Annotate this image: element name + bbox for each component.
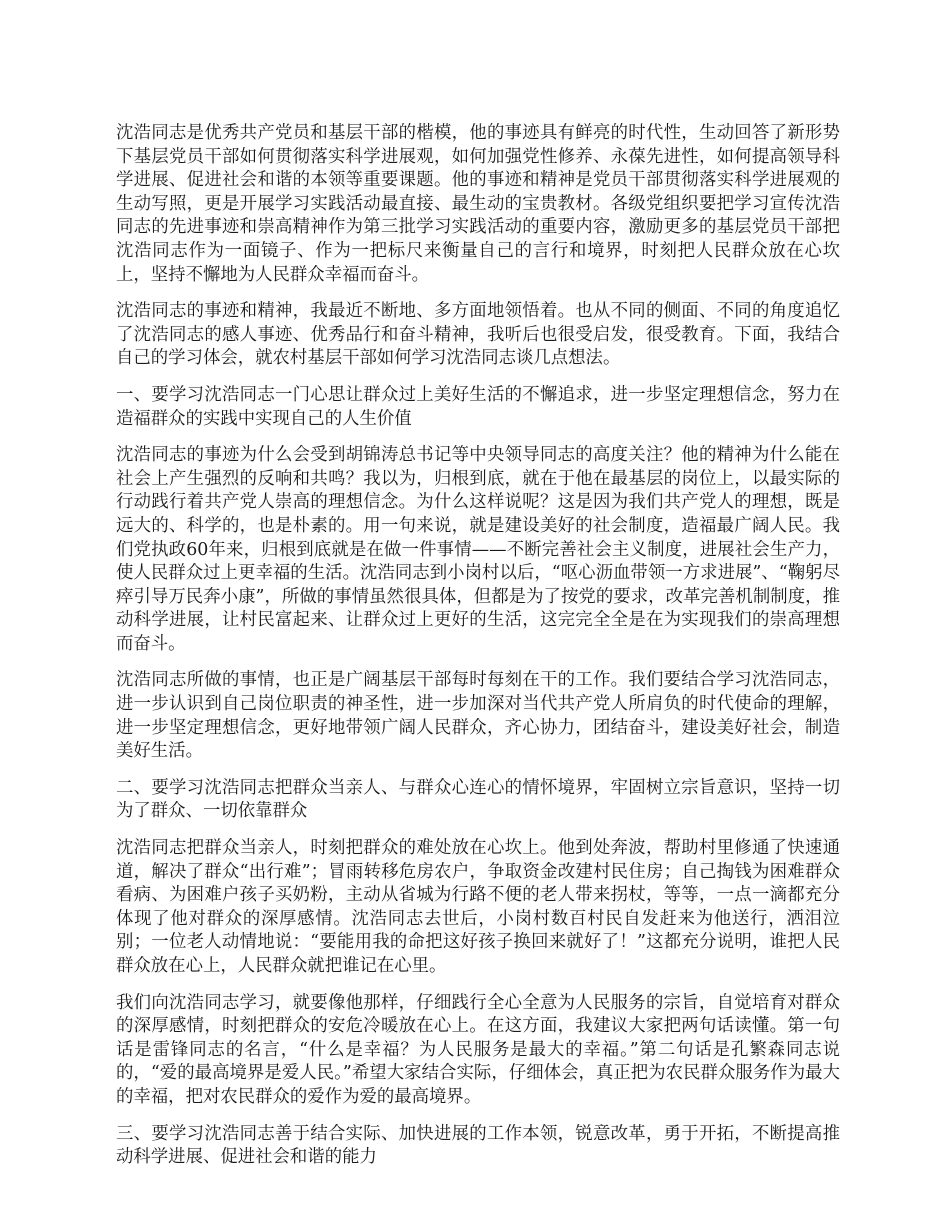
- section-heading-1: 一、要学习沈浩同志一门心思让群众过上美好生活的不懈追求，进一步坚定理想信念，努力在造福群众的实践中实现自己的人生价值: [116, 384, 840, 429]
- paragraph-care-for-masses: 沈浩同志把群众当亲人，时刻把群众的难处放在心坎上。他到处奔波，帮助村里修通了快速通道，解决了群众“出行难”；冒雨转移危房农户，争取资金改建村民住房；自己掏钱为困难群众看病、为困难户孩子买奶粉，主动从省城为行路不便的老人带来拐杖，等等，一点一滴都充分体现了他对群众的深厚感情。沈浩同志去世后，小岗村数百村民自发赶来为他送行，洒泪泣别；一位老人动情地说：“要能用我的命把这好孩子换回来就好了！”这都充分说明，谁把人民群众放在心上，人民群众就把谁记在心里。: [116, 838, 840, 976]
- paragraph-reflection: 沈浩同志的事迹和精神，我最近不断地、多方面地领悟着。也从不同的侧面、不同的角度追忆了沈浩同志的感人事迹、优秀品行和奋斗精神，我听后也很受启发，很受教育。下面，我结合自己的学习体会，就农村基层干部如何学习沈浩同志谈几点想法。: [116, 301, 840, 369]
- section-heading-2: 二、要学习沈浩同志把群众当亲人、与群众心连心的情怀境界，牢固树立宗旨意识，坚持一切为了群众、一切依靠群众: [116, 777, 840, 822]
- section-heading-3: 三、要学习沈浩同志善于结合实际、加快进展的工作本领，锐意改革，勇于开拓，不断提高推动科学进展、促进社会和谐的能力: [116, 1123, 840, 1168]
- document-page: [116, 122, 840, 1183]
- paragraph-grassroots-work: 沈浩同志所做的事情，也正是广阔基层干部每时每刻在干的工作。我们要结合学习沈浩同志，进一步认识到自己岗位职责的神圣性，进一步加深对当代共产党人所肩负的时代使命的理解，进一步坚定理想信念，更好地带领广阔人民群众，齐心协力，团结奋斗，建设美好社会，制造美好生活。: [116, 670, 840, 762]
- paragraph-serve-people: 我们向沈浩同志学习，就要像他那样，仔细践行全心全意为人民服务的宗旨，自觉培育对群众的深厚感情，时刻把群众的安危冷暖放在心上。在这方面，我建议大家把两句话读懂。第一句话是雷锋同志的名言，“什么是幸福？为人民服务是最大的幸福。”第二句话是孔繁森同志说的，“爱的最高境界是爱人民。”希望大家结合实际，仔细体会，真正把为农民群众服务作为最大的幸福，把对农民群众的爱作为爱的最高境界。: [116, 992, 840, 1107]
- paragraph-ideals: 沈浩同志的事迹为什么会受到胡锦涛总书记等中央领导同志的高度关注？他的精神为什么能在社会上产生强烈的反响和共鸣？我以为，归根到底，就在于他在最基层的岗位上，以最实际的行动践行着共产党人崇高的理想信念。为什么这样说呢？这是因为我们共产党人的理想，既是远大的、科学的，也是朴素的。用一句来说，就是建设美好的社会制度，造福最广阔人民。我们党执政60年来，归根到底就是在做一件事情——不断完善社会主义制度，进展社会生产力，使人民群众过上更幸福的生活。沈浩同志到小岗村以后，“呕心沥血带领一方求进展”、“鞠躬尽瘁引导万民奔小康”，所做的事情虽然很具体，但都是为了按党的要求，改革完善机制制度，推动科学进展，让村民富起来、让群众过上更好的生活，这完完全全是在为实现我们的崇高理想而奋斗。: [116, 445, 840, 654]
- paragraph-intro: 沈浩同志是优秀共产党员和基层干部的楷模，他的事迹具有鲜亮的时代性，生动回答了新形势下基层党员干部如何贯彻落实科学进展观，如何加强党性修养、永葆先进性，如何提高领导科学进展、促进社会和谐的本领等重要课题。他的事迹和精神是党员干部贯彻落实科学进展观的生动写照，更是开展学习实践活动最直接、最生动的宝贵教材。各级党组织要把学习宣传沈浩同志的先进事迹和崇高精神作为第三批学习实践活动的重要内容，激励更多的基层党员干部把沈浩同志作为一面镜子、作为一把标尺来衡量自己的言行和境界，时刻把人民群众放在心坎上，坚持不懈地为人民群众幸福而奋斗。: [116, 123, 840, 285]
